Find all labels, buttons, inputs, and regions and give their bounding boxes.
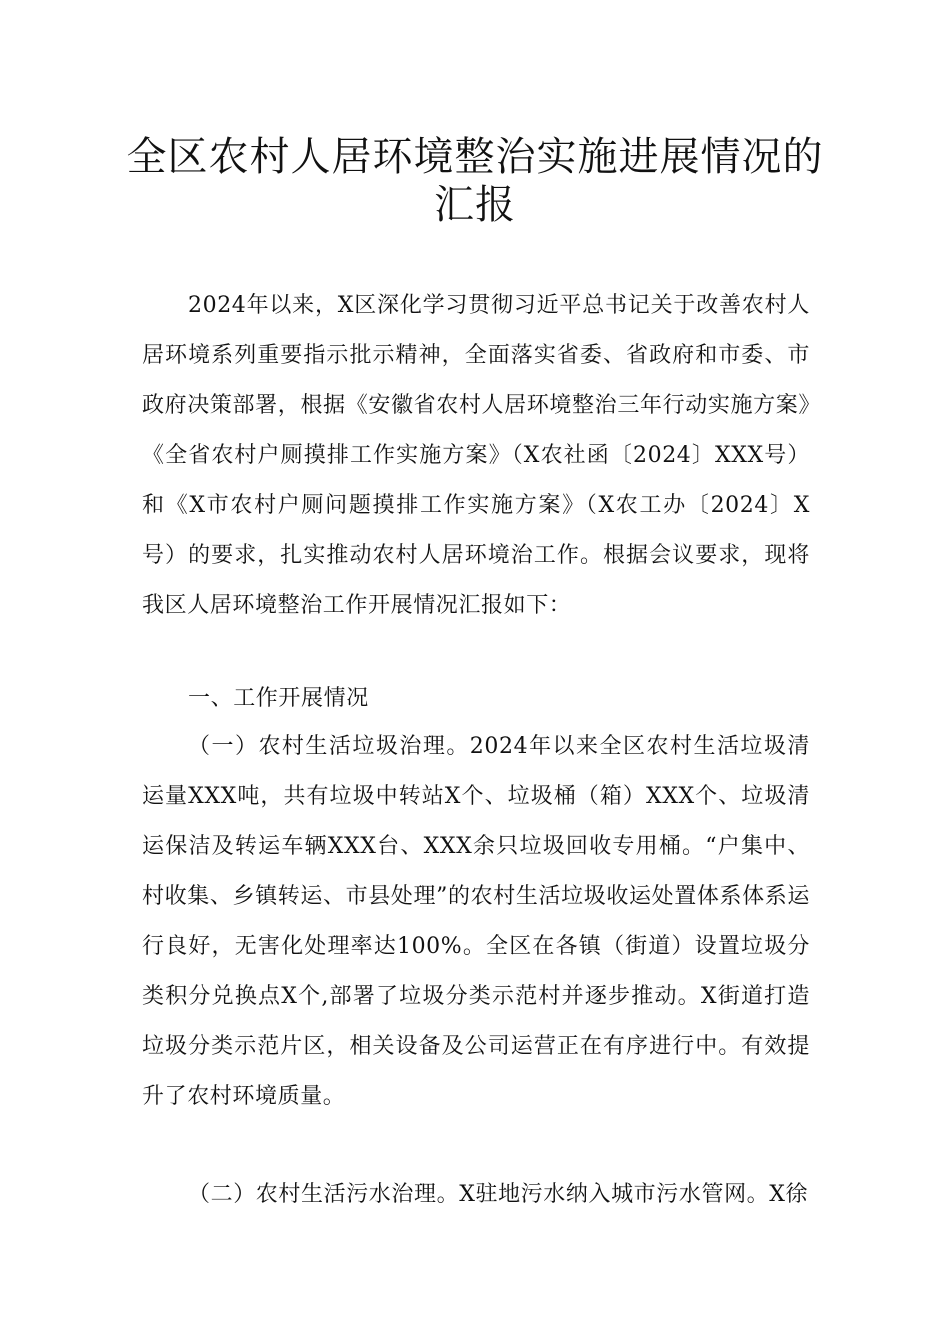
document-title-line-1: 全区农村人居环境整治实施进展情况的 (126, 134, 824, 180)
section-heading: 一、工作开展情况 (188, 686, 369, 711)
sewage-treatment-paragraph: （二）农村生活污水治理。X驻地污水纳入城市污水管网。X徐 (188, 1182, 809, 1207)
intro-paragraph: 2024年以来，X区深化学习贯彻习近平总书记关于改善农村人居环境系列重要指示批示精神，全面落实省委、省政府和市委、市政府决策部署，根据《安徽省农村人居环境整治三年行动实施方案》《全省农村户厕摸排工作实施方案》（X农社函〔2024〕XXX号）和《X市农村户厕问题摸排工作实施方案》（X农工办〔2024〕X号）的要求，扎实推动农村人居环境治工作。根据会议要求，现将我区人居环境整治工作开展情况汇报如下： (142, 293, 810, 618)
garbage-treatment-paragraph: （一）农村生活垃圾治理。2024年以来全区农村生活垃圾清运量XXX吨，共有垃圾中转站X个、垃圾桶（箱）XXX个、垃圾清运保洁及转运车辆XXX台、XXX余只垃圾回收专用桶。“户集中、村收集、乡镇转运、市县处理”的农村生活垃圾收运处置体系体系运行良好，无害化处理率达100%。全区在各镇（街道）设置垃圾分类积分兑换点X个,部署了垃圾分类示范村并逐步推动。X街道打造垃圾分类示范片区，相关设备及公司运营正在有序进行中。有效提升了农村环境质量。 (142, 734, 810, 1109)
document-title-line-2: 汇报 (434, 182, 516, 228)
